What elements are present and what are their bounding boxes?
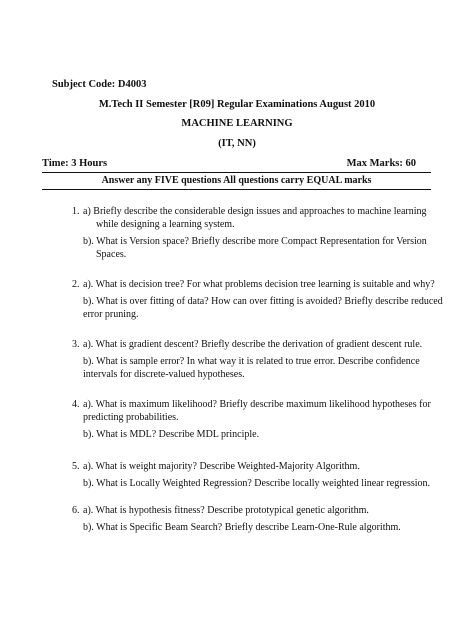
question-line: a). What is hypothesis fitness? Describe prototypical genetic algorithm. xyxy=(83,505,369,516)
question-number: 6. xyxy=(72,505,80,516)
course-title: MACHINE LEARNING xyxy=(181,118,293,129)
instructions-banner: Answer any FIVE questions All questions carry EQUAL marks xyxy=(42,172,431,190)
exam-title: M.Tech II Semester [R09] Regular Examinations August 2010 xyxy=(98,99,376,110)
question-line: b). What is over fitting of data? How can over fitting is avoided? Briefly describe reduced xyxy=(83,296,443,307)
question-line: a). What is maximum likelihood? Briefly describe maximum likelihood hypotheses for xyxy=(83,399,431,410)
question-line: intervals for discrete-valued hypotheses. xyxy=(83,369,245,380)
question-number: 4. xyxy=(72,399,80,410)
question-number: 5. xyxy=(72,461,80,472)
question-line: while designing a learning system. xyxy=(96,219,235,230)
question-line: a). What is gradient descent? Briefly describe the derivation of gradient descent rule. xyxy=(83,339,423,350)
question-line: a). What is weight majority? Describe Weighted-Majority Algorithm. xyxy=(83,461,360,472)
question-number: 1. xyxy=(72,206,80,217)
subject-code: Subject Code: D4003 xyxy=(52,79,147,90)
max-marks-label: Max Marks: 60 xyxy=(346,158,416,169)
question-line: predicting probabilities. xyxy=(83,412,179,423)
question-line: a) Briefly describe the considerable design issues and approaches to machine learning xyxy=(83,206,427,217)
question-line: b). What is Locally Weighted Regression? Describe locally weighted linear regression. xyxy=(83,478,431,489)
branch-label: (IT, NN) xyxy=(218,138,256,149)
question-line: b). What is Version space? Briefly describe more Compact Representation for Version xyxy=(83,236,427,247)
question-line: b). What is Specific Beam Search? Briefly describe Learn-One-Rule algorithm. xyxy=(83,522,401,533)
question-line: b). What is sample error? In what way it is related to true error. Describe confidence xyxy=(83,356,420,367)
question-line: a). What is decision tree? For what problems decision tree learning is suitable and why? xyxy=(83,279,435,290)
question-number: 3. xyxy=(72,339,80,350)
question-line: b). What is MDL? Describe MDL principle. xyxy=(83,429,260,440)
time-label: Time: 3 Hours xyxy=(42,158,108,169)
question-number: 2. xyxy=(72,279,80,290)
question-line: Spaces. xyxy=(96,249,127,260)
question-line: error pruning. xyxy=(83,309,139,320)
